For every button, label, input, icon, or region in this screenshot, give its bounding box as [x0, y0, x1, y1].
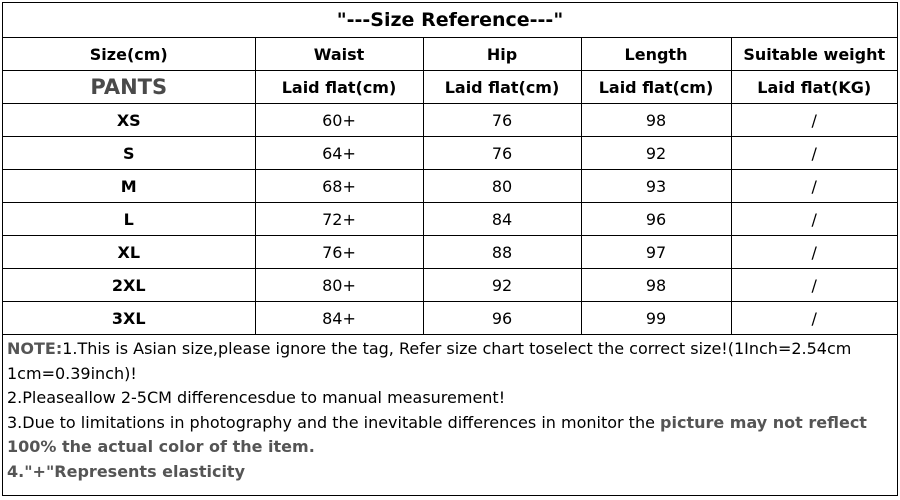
- table-row: [3, 236, 897, 269]
- hip-cell: 88: [423, 236, 581, 269]
- category-label: PANTS: [3, 71, 255, 104]
- waist-cell: 60+: [255, 104, 423, 137]
- hip-cell: 92: [423, 269, 581, 302]
- table-row: [3, 137, 897, 170]
- header-waist: Waist: [255, 38, 423, 71]
- weight-cell: /: [731, 269, 897, 302]
- note-1-text: 1.This is Asian size,please ignore the tag, Refer size chart toselect the correct size!(1Inch=2.54cm 1cm=0.39inch)!: [7, 339, 852, 383]
- hip-cell: 96: [423, 302, 581, 335]
- chart-title: "---Size Reference---": [3, 3, 897, 38]
- hip-cell: 80: [423, 170, 581, 203]
- note-3: [7, 411, 893, 460]
- header-hip: Hip: [423, 38, 581, 71]
- size-table: [3, 3, 897, 335]
- size-cell: 3XL: [3, 302, 255, 335]
- subheader-weight: Laid flat(KG): [731, 71, 897, 104]
- waist-cell: 80+: [255, 269, 423, 302]
- size-cell: M: [3, 170, 255, 203]
- waist-cell: 64+: [255, 137, 423, 170]
- header-row: [3, 38, 897, 71]
- title-row: [3, 3, 897, 38]
- length-cell: 93: [581, 170, 731, 203]
- subheader-row: [3, 71, 897, 104]
- table-row: [3, 302, 897, 335]
- size-cell: XL: [3, 236, 255, 269]
- hip-cell: 84: [423, 203, 581, 236]
- length-cell: 92: [581, 137, 731, 170]
- length-cell: 98: [581, 269, 731, 302]
- note-3-emphasis: picture may not reflect 100% the actual color of the item.: [7, 412, 867, 456]
- weight-cell: /: [731, 104, 897, 137]
- hip-cell: 76: [423, 137, 581, 170]
- waist-cell: 68+: [255, 170, 423, 203]
- table-row: [3, 203, 897, 236]
- length-cell: 99: [581, 302, 731, 335]
- subheader-hip: Laid flat(cm): [423, 71, 581, 104]
- table-row: [3, 104, 897, 137]
- note-label: NOTE:: [7, 339, 63, 358]
- weight-cell: /: [731, 203, 897, 236]
- length-cell: 97: [581, 236, 731, 269]
- note-3-text: 3.Due to limitations in photography and the inevitable differences in monitor the: [7, 412, 661, 432]
- subheader-waist: Laid flat(cm): [255, 71, 423, 104]
- note-1: [7, 337, 893, 386]
- size-cell: XS: [3, 104, 255, 137]
- header-size: Size(cm): [3, 38, 255, 71]
- size-chart: [2, 2, 898, 496]
- table-row: [3, 269, 897, 302]
- note-2: 2.Pleaseallow 2-5CM differencesdue to manual measurement!: [7, 388, 506, 407]
- note-4: [7, 460, 893, 485]
- size-cell: 2XL: [3, 269, 255, 302]
- weight-cell: /: [731, 137, 897, 170]
- header-weight: Suitable weight: [731, 38, 897, 71]
- waist-cell: 76+: [255, 236, 423, 269]
- length-cell: 98: [581, 104, 731, 137]
- weight-cell: /: [731, 170, 897, 203]
- subheader-length: Laid flat(cm): [581, 71, 731, 104]
- waist-cell: 72+: [255, 203, 423, 236]
- size-cell: L: [3, 203, 255, 236]
- length-cell: 96: [581, 203, 731, 236]
- waist-cell: 84+: [255, 302, 423, 335]
- header-length: Length: [581, 38, 731, 71]
- note-4-prefix: 4."+": [7, 461, 55, 481]
- note-4-emphasis: Represents elasticity: [54, 461, 246, 481]
- size-cell: S: [3, 137, 255, 170]
- weight-cell: /: [731, 302, 897, 335]
- table-row: [3, 170, 897, 203]
- notes-section: [3, 335, 897, 484]
- hip-cell: 76: [423, 104, 581, 137]
- weight-cell: /: [731, 236, 897, 269]
